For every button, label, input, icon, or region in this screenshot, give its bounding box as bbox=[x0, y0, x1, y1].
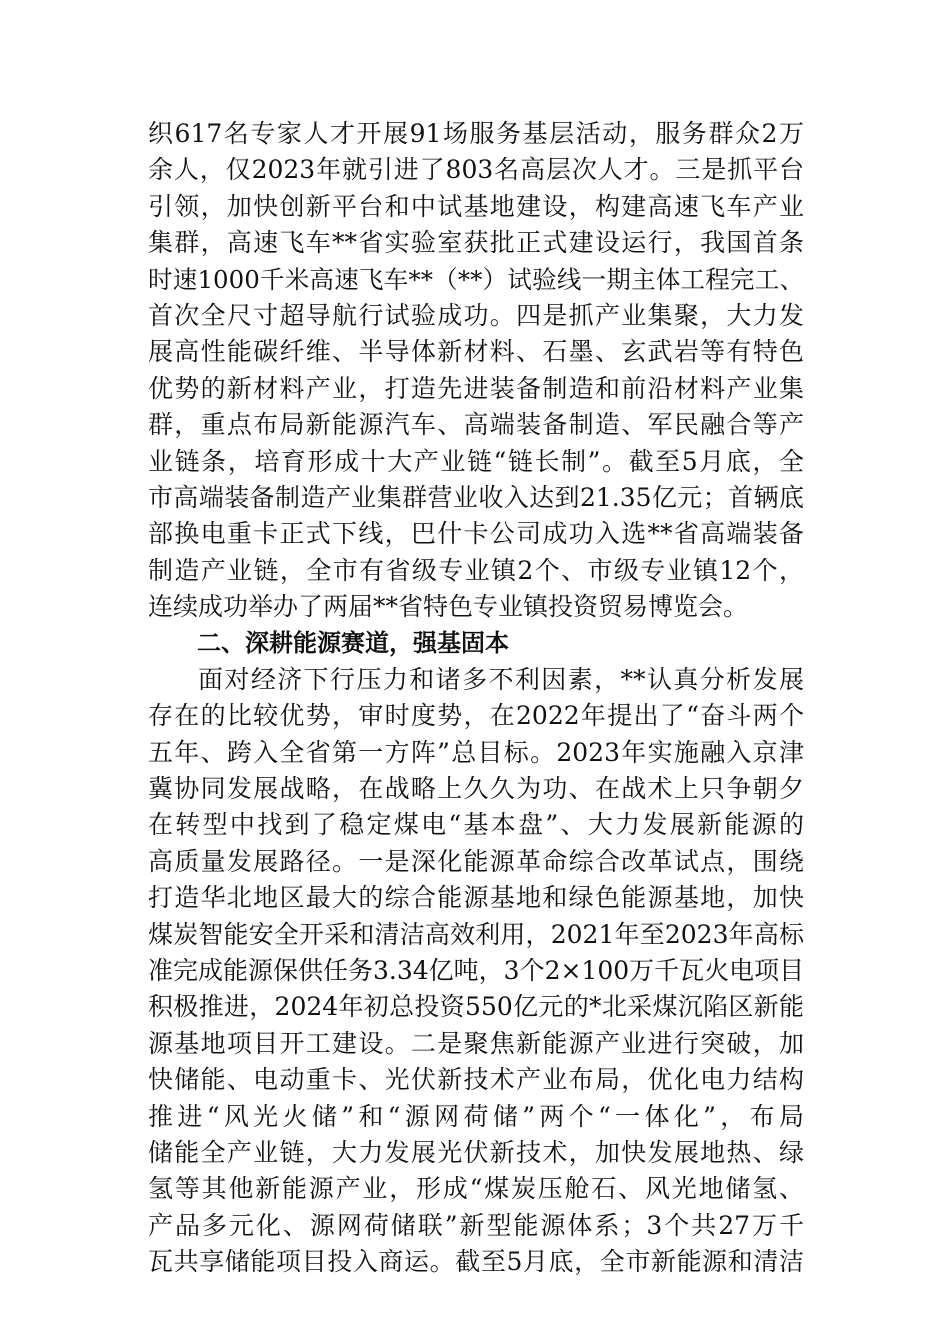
text-line: 推进“风光火储”和“源网荷储”两个“一体化”，布局 bbox=[148, 1101, 804, 1131]
text-line: 群，重点布局新能源汽车、高端装备制造、军民融合等产 bbox=[148, 410, 804, 440]
text-line: 时速1000千米高速飞车**（**）试验线一期主体工程完工、 bbox=[148, 264, 804, 294]
text-line: 制造产业链，全市有省级专业镇2个、市级专业镇12个， bbox=[148, 555, 804, 585]
text-line: 快储能、电动重卡、光伏新技术产业布局，优化电力结构 bbox=[148, 1065, 804, 1095]
section-heading: 二、深耕能源赛道，强基固本 bbox=[197, 629, 509, 658]
text-line: 集群，高速飞车**省实验室获批正式建设运行，我国首条 bbox=[148, 228, 804, 258]
text-line: 部换电重卡正式下线，巴什卡公司成功入选**省高端装备 bbox=[148, 519, 804, 549]
text-line: 连续成功举办了两届**省特色专业镇投资贸易博览会。 bbox=[148, 592, 749, 622]
text-line: 市高端装备制造产业集群营业收入达到21.35亿元；首辆底 bbox=[148, 482, 804, 512]
text-line: 织617名专家人才开展91场服务基层活动，服务群众2万 bbox=[148, 119, 804, 148]
text-line: 优势的新材料产业，打造先进装备制造和前沿材料产业集 bbox=[148, 373, 804, 403]
text-line: 在转型中找到了稳定煤电“基本盘”、大力发展新能源的 bbox=[148, 810, 804, 840]
text-line: 业链条，培育形成十大产业链“链长制”。截至5月底，全 bbox=[148, 446, 804, 476]
paragraph-2 bbox=[148, 662, 804, 1281]
document-body bbox=[148, 116, 804, 1281]
text-line: 氢等其他新能源产业，形成“煤炭压舱石、风光地储氢、 bbox=[148, 1174, 804, 1204]
text-line: 高质量发展路径。一是深化能源革命综合改革试点，围绕 bbox=[148, 846, 804, 876]
text-line: 产品多元化、源网荷储联”新型能源体系；3个共27万千 bbox=[148, 1210, 804, 1240]
text-line: 源基地项目开工建设。二是聚焦新能源产业进行突破，加 bbox=[148, 1028, 804, 1058]
text-line: 首次全尺寸超导航行试验成功。四是抓产业集聚，大力发 bbox=[148, 300, 804, 330]
text-line: 余人，仅2023年就引进了803名高层次人才。三是抓平台 bbox=[148, 155, 804, 185]
text-line: 冀协同发展战略，在战略上久久为功、在战术上只争朝夕 bbox=[148, 774, 804, 804]
text-line: 五年、跨入全省第一方阵”总目标。2023年实施融入京津 bbox=[148, 737, 804, 767]
paragraph-1 bbox=[148, 116, 804, 625]
text-line: 储能全产业链，大力发展光伏新技术，加快发展地热、绿 bbox=[148, 1137, 804, 1167]
text-line: 积极推进，2024年初总投资550亿元的*北采煤沉陷区新能 bbox=[148, 992, 804, 1022]
text-line: 面对经济下行压力和诸多不利因素，**认真分析发展 bbox=[198, 664, 804, 694]
text-line: 煤炭智能安全开采和清洁高效利用，2021年至2023年高标 bbox=[148, 919, 804, 949]
text-line: 展高性能碳纤维、半导体新材料、石墨、玄武岩等有特色 bbox=[148, 337, 804, 367]
text-line: 准完成能源保供任务3.34亿吨，3个2×100万千瓦火电项目 bbox=[148, 955, 805, 985]
text-line: 打造华北地区最大的综合能源基地和绿色能源基地，加快 bbox=[148, 883, 804, 913]
text-line: 瓦共享储能项目投入商运。截至5月底，全市新能源和清洁 bbox=[148, 1247, 804, 1277]
text-line: 存在的比较优势，审时度势，在2022年提出了“奋斗两个 bbox=[148, 701, 804, 731]
text-line: 引领，加快创新平台和中试基地建设，构建高速飞车产业 bbox=[148, 191, 804, 221]
